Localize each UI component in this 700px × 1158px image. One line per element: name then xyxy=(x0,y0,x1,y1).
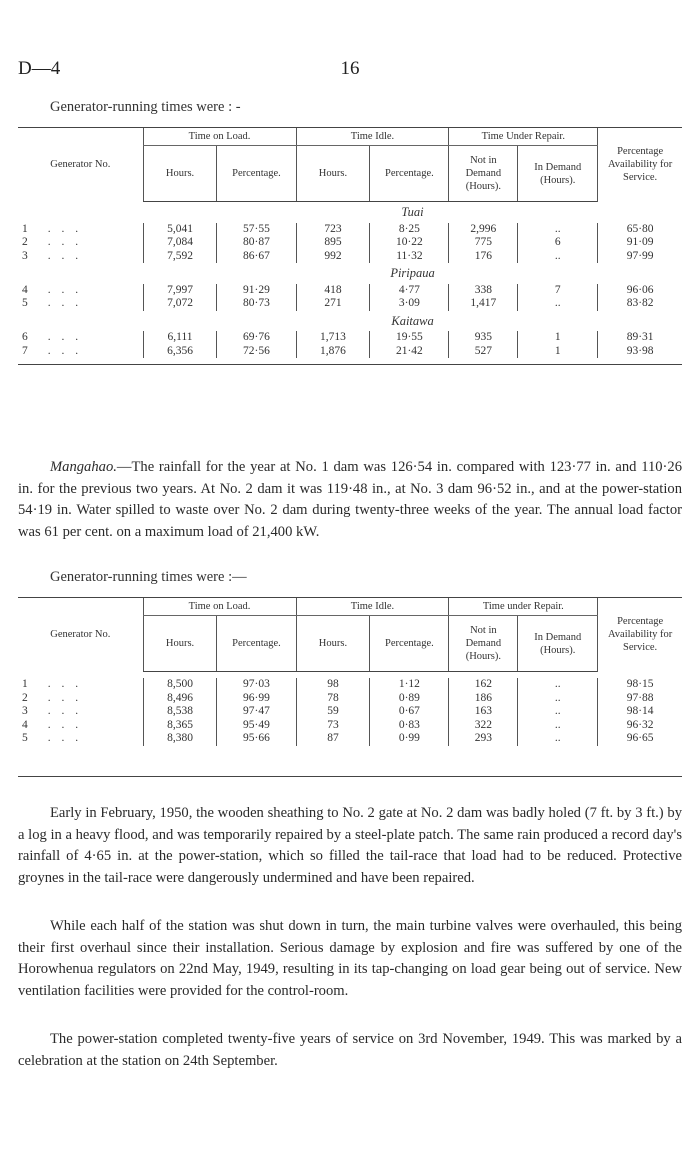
generator-table-1-body xyxy=(18,202,682,365)
table-row xyxy=(18,236,682,250)
cell-percentage-availability: 96·65 xyxy=(598,732,682,746)
th-not-in-demand: Not in Demand (Hours). xyxy=(449,616,518,672)
th-percentage-availability: Percentage Availability for Service. xyxy=(598,598,682,672)
cell-idle-percentage: 8·25 xyxy=(370,223,449,237)
cell-idle-hours: 895 xyxy=(296,236,370,250)
cell-idle-percentage: 3·09 xyxy=(370,297,449,311)
leader-dots: . . . xyxy=(47,236,83,249)
cell-idle-percentage: 0·83 xyxy=(370,719,449,733)
th-generator-no: Generator No. xyxy=(18,598,143,672)
cell-load-percentage: 96·99 xyxy=(217,692,296,706)
generator-number: 3 xyxy=(22,705,28,718)
cell-load-percentage: 95·66 xyxy=(217,732,296,746)
cell-generator-no xyxy=(18,223,143,237)
table-row xyxy=(18,250,682,264)
leader-dots: . . . xyxy=(47,331,83,344)
section-heading: Piripaua xyxy=(390,266,435,281)
th-time-on-load: Time on Load. xyxy=(143,598,296,616)
generator-number: 5 xyxy=(22,297,28,310)
cell-not-in-demand-hours: 1,417 xyxy=(449,297,518,311)
cell-in-demand-hours: .. xyxy=(518,692,598,706)
generator-number: 3 xyxy=(22,249,28,262)
cell-not-in-demand-hours: 163 xyxy=(449,705,518,719)
generator-number: 6 xyxy=(22,331,28,344)
cell-percentage-availability: 96·32 xyxy=(598,719,682,733)
cell-in-demand-hours: .. xyxy=(518,732,598,746)
cell-not-in-demand-hours: 293 xyxy=(449,732,518,746)
leader-dots: . . . xyxy=(47,283,83,296)
th-idle-hours: Hours. xyxy=(296,616,370,672)
cell-percentage-availability: 83·82 xyxy=(598,297,682,311)
th-load-hours: Hours. xyxy=(143,146,217,202)
cell-in-demand-hours: .. xyxy=(518,223,598,237)
cell-percentage-availability: 97·88 xyxy=(598,692,682,706)
cell-not-in-demand-hours: 338 xyxy=(449,284,518,298)
page-number: 16 xyxy=(340,58,360,79)
table-row xyxy=(18,732,682,746)
table-row xyxy=(18,297,682,311)
generator-number: 7 xyxy=(22,344,28,357)
cell-in-demand-hours: .. xyxy=(518,297,598,311)
cell-idle-hours: 1,713 xyxy=(296,331,370,345)
cell-generator-no xyxy=(18,250,143,264)
cell-percentage-availability: 65·80 xyxy=(598,223,682,237)
cell-load-hours: 8,500 xyxy=(143,678,217,692)
cell-not-in-demand-hours: 935 xyxy=(449,331,518,345)
cell-load-hours: 8,380 xyxy=(143,732,217,746)
th-time-idle: Time Idle. xyxy=(296,128,449,146)
table-spacer-row xyxy=(18,358,682,365)
cell-not-in-demand-hours: 162 xyxy=(449,678,518,692)
cell-generator-no xyxy=(18,732,143,746)
cell-idle-hours: 59 xyxy=(296,705,370,719)
th-time-idle: Time Idle. xyxy=(296,598,449,616)
paragraph-overhaul: While each half of the station was shut down in turn, the main turbine valves were overhauled, this being their first overhaul since their installation. Serious damage by explosion and fire was suffered by one of the Horowhenua regulators on 22nd May, 1949, resulting in its tap-changing on load gear being out of service. New ventilation facilities were provided for the control-room. xyxy=(18,918,682,999)
table-row xyxy=(18,692,682,706)
cell-load-percentage: 97·03 xyxy=(217,678,296,692)
leader-dots: . . . xyxy=(47,678,83,691)
th-idle-percentage: Percentage. xyxy=(370,616,449,672)
cell-generator-no xyxy=(18,705,143,719)
leader-dots: . . . xyxy=(47,691,83,704)
th-time-on-load: Time on Load. xyxy=(143,128,296,146)
th-in-demand: In Demand (Hours). xyxy=(518,616,598,672)
table-row xyxy=(18,345,682,359)
cell-not-in-demand-hours: 176 xyxy=(449,250,518,264)
table-row xyxy=(18,284,682,298)
cell-spacer xyxy=(18,311,143,332)
th-time-under-repair: Time under Repair. xyxy=(449,598,598,616)
generator-number: 4 xyxy=(22,283,28,296)
generator-table-1 xyxy=(18,127,682,365)
cell-percentage-availability: 91·09 xyxy=(598,236,682,250)
th-percentage-availability: Percentage Availability for Service. xyxy=(598,128,682,202)
th-not-in-demand: Not in Demand (Hours). xyxy=(449,146,518,202)
cell-idle-hours: 271 xyxy=(296,297,370,311)
cell-in-demand-hours: 6 xyxy=(518,236,598,250)
cell-load-percentage: 72·56 xyxy=(217,345,296,359)
generator-number: 1 xyxy=(22,678,28,691)
cell-load-hours: 8,496 xyxy=(143,692,217,706)
cell-load-percentage: 80·73 xyxy=(217,297,296,311)
cell-generator-no xyxy=(18,236,143,250)
cell-idle-hours: 87 xyxy=(296,732,370,746)
cell-idle-percentage: 0·89 xyxy=(370,692,449,706)
cell-percentage-availability: 93·98 xyxy=(598,345,682,359)
cell-percentage-availability: 89·31 xyxy=(598,331,682,345)
cell-idle-hours: 418 xyxy=(296,284,370,298)
cell-generator-no xyxy=(18,719,143,733)
cell-generator-no xyxy=(18,692,143,706)
cell-idle-hours: 98 xyxy=(296,678,370,692)
cell-load-percentage: 95·49 xyxy=(217,719,296,733)
generator-number: 4 xyxy=(22,718,28,731)
cell-idle-percentage: 4·77 xyxy=(370,284,449,298)
leader-dots: . . . xyxy=(47,297,83,310)
cell-in-demand-hours: 1 xyxy=(518,331,598,345)
generator-table-2 xyxy=(18,597,682,777)
cell-generator-no xyxy=(18,297,143,311)
cell-generator-no xyxy=(18,284,143,298)
group-row xyxy=(18,263,682,284)
cell-load-percentage: 86·67 xyxy=(217,250,296,264)
cell-idle-percentage: 11·32 xyxy=(370,250,449,264)
cell-load-hours: 7,072 xyxy=(143,297,217,311)
cell-in-demand-hours: 1 xyxy=(518,345,598,359)
generator-number: 2 xyxy=(22,691,28,704)
mangahao-title: Mangahao. xyxy=(50,459,117,475)
cell-in-demand-hours: .. xyxy=(518,250,598,264)
cell-not-in-demand-hours: 775 xyxy=(449,236,518,250)
table-row xyxy=(18,331,682,345)
cell-percentage-availability: 97·99 xyxy=(598,250,682,264)
cell-not-in-demand-hours: 2,996 xyxy=(449,223,518,237)
th-idle-hours: Hours. xyxy=(296,146,370,202)
leader-dots: . . . xyxy=(47,344,83,357)
section-heading: Kaitawa xyxy=(391,313,434,328)
generator-number: 1 xyxy=(22,222,28,235)
paragraph-anniversary: The power-station completed twenty-five years of service on 3rd November, 1949. This was marked by a celebration at the station on 24th September. xyxy=(18,1031,682,1069)
cell-load-hours: 5,041 xyxy=(143,223,217,237)
page-header xyxy=(18,58,682,82)
cell-not-in-demand-hours: 322 xyxy=(449,719,518,733)
cell-load-percentage: 91·29 xyxy=(217,284,296,298)
table-row xyxy=(18,678,682,692)
cell-idle-percentage: 21·42 xyxy=(370,345,449,359)
cell-idle-hours: 78 xyxy=(296,692,370,706)
cell-spacer xyxy=(18,746,682,777)
table-spacer-row xyxy=(18,746,682,777)
caption-generator-times-1: Generator-running times were : - xyxy=(50,99,241,115)
cell-in-demand-hours: 7 xyxy=(518,284,598,298)
cell-load-percentage: 97·47 xyxy=(217,705,296,719)
cell-load-hours: 7,084 xyxy=(143,236,217,250)
group-row xyxy=(18,311,682,332)
group-row xyxy=(18,202,682,223)
th-time-under-repair: Time Under Repair. xyxy=(449,128,598,146)
cell-load-percentage: 80·87 xyxy=(217,236,296,250)
cell-idle-hours: 723 xyxy=(296,223,370,237)
cell-spacer xyxy=(18,263,143,284)
paragraph-mangahao xyxy=(18,457,682,543)
cell-in-demand-hours: .. xyxy=(518,678,598,692)
cell-in-demand-hours: .. xyxy=(518,705,598,719)
table-row xyxy=(18,223,682,237)
th-idle-percentage: Percentage. xyxy=(370,146,449,202)
leader-dots: . . . xyxy=(47,718,83,731)
cell-idle-percentage: 1·12 xyxy=(370,678,449,692)
cell-generator-no xyxy=(18,331,143,345)
paragraph-february-flood: Early in February, 1950, the wooden sheathing to No. 2 gate at No. 2 dam was badly holed (7 ft. by 3 ft.) by a log in a heavy flood, and was temporarily repaired by a steel-plate patch. The same rain produced a record day's rainfall of 4·65 in. at the power-station, which so filled the tail-race that load had to be reduced. Protective groynes in the tail-race were dangerously undermined and have been repaired. xyxy=(18,805,682,886)
th-load-percentage: Percentage. xyxy=(217,616,296,672)
th-load-hours: Hours. xyxy=(143,616,217,672)
th-generator-no: Generator No. xyxy=(18,128,143,202)
th-in-demand: In Demand (Hours). xyxy=(518,146,598,202)
cell-in-demand-hours: .. xyxy=(518,719,598,733)
leader-dots: . . . xyxy=(47,705,83,718)
table-row xyxy=(18,705,682,719)
generator-number: 5 xyxy=(22,732,28,745)
cell-idle-hours: 1,876 xyxy=(296,345,370,359)
cell-load-hours: 6,356 xyxy=(143,345,217,359)
cell-load-hours: 8,365 xyxy=(143,719,217,733)
cell-load-hours: 6,111 xyxy=(143,331,217,345)
cell-not-in-demand-hours: 186 xyxy=(449,692,518,706)
cell-percentage-availability: 96·06 xyxy=(598,284,682,298)
cell-not-in-demand-hours: 527 xyxy=(449,345,518,359)
document-reference: D—4 xyxy=(18,58,61,79)
table-row xyxy=(18,719,682,733)
leader-dots: . . . xyxy=(47,732,83,745)
section-heading: Tuai xyxy=(401,205,424,220)
cell-idle-hours: 73 xyxy=(296,719,370,733)
cell-idle-percentage: 0·99 xyxy=(370,732,449,746)
cell-load-percentage: 57·55 xyxy=(217,223,296,237)
cell-percentage-availability: 98·14 xyxy=(598,705,682,719)
cell-idle-percentage: 0·67 xyxy=(370,705,449,719)
cell-generator-no xyxy=(18,678,143,692)
cell-load-hours: 7,592 xyxy=(143,250,217,264)
cell-idle-percentage: 19·55 xyxy=(370,331,449,345)
cell-generator-no xyxy=(18,345,143,359)
leader-dots: . . . xyxy=(47,222,83,235)
generator-number: 2 xyxy=(22,236,28,249)
caption-generator-times-2: Generator-running times were :— xyxy=(50,569,247,585)
mangahao-text: —The rainfall for the year at No. 1 dam was 126·54 in. compared with 123·77 in. and 110·26 in. for the previous two years. At No. 2 dam it was 119·48 in., at No. 3 dam 96·52 in., and at the power-station 54·19 in. Water spilled to waste over No. 2 dam during twenty-three weeks of the year. The annual load factor was 61 per cent. on a maximum load of 21,400 kW. xyxy=(18,459,682,540)
cell-idle-hours: 992 xyxy=(296,250,370,264)
cell-percentage-availability: 98·15 xyxy=(598,678,682,692)
cell-spacer xyxy=(18,358,682,365)
generator-table-2-body xyxy=(18,672,682,777)
cell-spacer xyxy=(18,202,143,223)
leader-dots: . . . xyxy=(47,249,83,262)
cell-idle-percentage: 10·22 xyxy=(370,236,449,250)
cell-load-hours: 8,538 xyxy=(143,705,217,719)
cell-load-percentage: 69·76 xyxy=(217,331,296,345)
cell-load-hours: 7,997 xyxy=(143,284,217,298)
th-load-percentage: Percentage. xyxy=(217,146,296,202)
